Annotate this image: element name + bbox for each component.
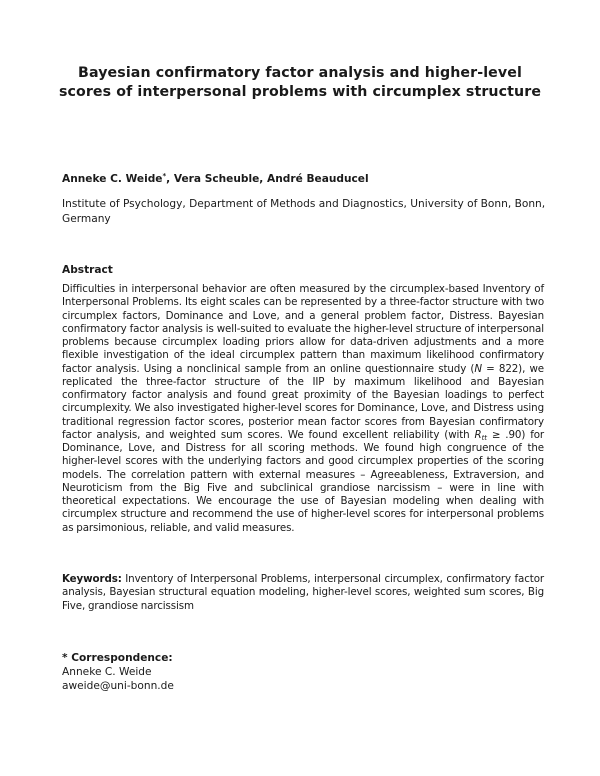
first-author: Anneke C. Weide: [62, 173, 163, 185]
keywords-list: Inventory of Interpersonal Problems, interpersonal circumplex, confirmatory factor analysis, Bayesian structural equation modeling, higher-level scores, weighted sum scores, Big Five, grandiose narcissism: [62, 573, 544, 612]
correspondence-heading: * Correspondence:: [62, 652, 173, 664]
abstract-text-part-1: Difficulties in interpersonal behavior are often measured by the circumplex-based Inventory of Interpersonal Problems. Its eight scales can be represented by a three-factor structure with two circumplex factors, Dominance and Love, and a general problem factor, Distress. Bayesian confirmatory factor analysis is well-suited to evaluate the higher-level structure of interpersonal problems because circumplex loading priors allow for data-driven adjustments and a more flexible investigation of the ideal circumplex pattern than maximum likelihood confirmatory factor analysis. Using a nonclinical sample from an online questionnaire study (: [62, 283, 544, 375]
reliability-subscript: tt: [481, 433, 487, 442]
sample-size-symbol: N: [474, 362, 482, 375]
abstract-text: [62, 283, 544, 535]
correspondence-name: Anneke C. Weide: [62, 666, 152, 679]
paper-title: Bayesian confirmatory factor analysis and higher-level scores of interpersonal problems with circumplex structure: [58, 65, 542, 100]
abstract-heading: Abstract: [62, 264, 113, 276]
author-list: [62, 172, 542, 186]
other-authors: , Vera Scheuble, André Beauducel: [166, 173, 369, 185]
correspondence: [62, 651, 362, 694]
keywords: [62, 573, 544, 613]
affiliation: Institute of Psychology, Department of Methods and Diagnostics, University of Bonn, Bonn, Germany: [62, 198, 546, 225]
abstract-text-part-2: = 822), we replicated the three-factor structure of the IIP by maximum likelihood and Bayesian confirmatory factor analysis and found great proximity of the Bayesian loadings to perfect circumplexity. We also investigated higher-level scores for Dominance, Love, and Distress using traditional regression factor scores, posterior mean factor scores from Bayesian confirmatory factor analysis, and weighted sum scores. We found excellent reliability (with: [62, 362, 544, 441]
keywords-label: Keywords:: [62, 573, 122, 585]
corresponding-author-marker: *: [162, 172, 167, 180]
abstract-text-part-3: ≥ .90) for Dominance, Love, and Distress for all scoring methods. We found high congruence of the higher-level scores with the underlying factors and good circumplex properties of the scoring models. The correlation pattern with external measures – Agreeableness, Extraversion, and Neuroticism from the Big Five and subclinical grandiose narcissism – were in line with theoretical expectations. We encourage the use of Bayesian modeling when dealing with circumplex structure and recommend the use of higher-level scores for interpersonal problems as parsimonious, reliable, and valid measures.: [62, 428, 545, 534]
correspondence-email: aweide@uni-bonn.de: [62, 680, 174, 693]
reliability-symbol: R: [474, 428, 482, 441]
